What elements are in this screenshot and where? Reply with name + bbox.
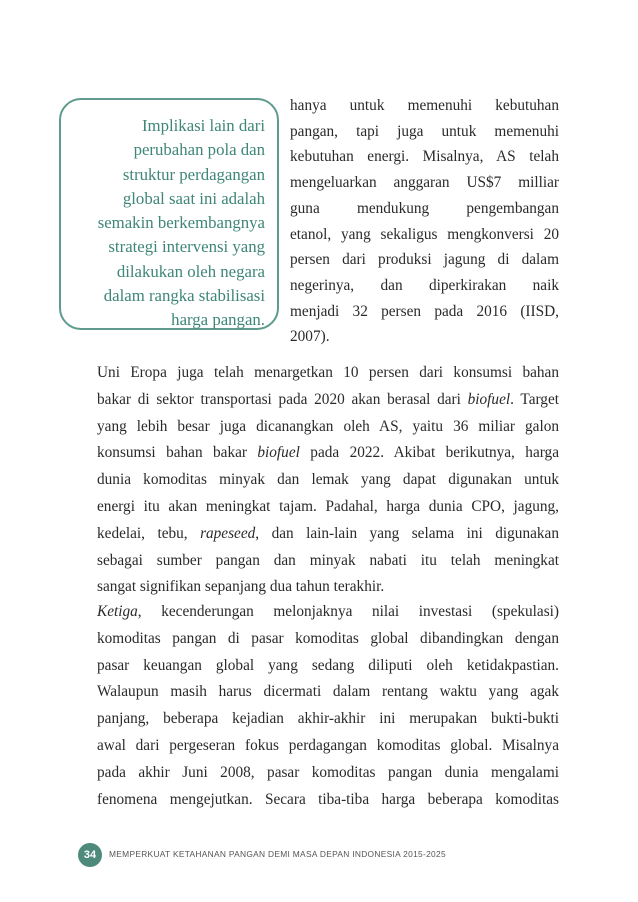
paragraph-eu-biofuel — [97, 360, 559, 601]
running-footer-title: MEMPERKUAT KETAHANAN PANGAN DEMI MASA DEPAN INDONESIA 2015-2025 — [109, 849, 446, 859]
text-line: negerinya, dan diperkirakan naik — [290, 276, 559, 294]
text-line: menjadi 32 persen pada 2016 (IISD, — [290, 302, 559, 320]
text-line: kedelai, tebu, rapeseed, dan lain-lain yang selama ini digunakan — [97, 524, 559, 542]
text-line: sebagai sumber pangan dan minyak nabati itu telah meningkat — [97, 551, 559, 569]
text-line: guna mendukung pengembangan — [290, 199, 559, 217]
text-line: kebutuhan energi. Misalnya, AS telah — [290, 148, 559, 166]
pull-quote-line: dilakukan oleh negara — [116, 261, 265, 281]
text-line: Walaupun masih harus dicermati dalam rentang waktu yang agak — [97, 683, 559, 701]
pull-quote-line: Implikasi lain dari — [141, 116, 265, 135]
text-line: bakar di sektor transportasi pada 2020 akan berasal dari biofuel. Target — [97, 390, 559, 408]
text-line: 2007). — [290, 328, 330, 346]
text-line: dunia komoditas minyak dan lemak yang dapat digunakan untuk — [97, 471, 559, 489]
page-number-badge: 34 — [78, 843, 102, 867]
text-line: pangan, tapi juga untuk memenuhi — [290, 122, 559, 140]
italic-term: Ketiga — [97, 603, 138, 620]
text-line: etanol, yang sekaligus mengkonversi 20 — [290, 225, 559, 243]
text-line: yang lebih besar juga dicanangkan oleh AS, yaitu 36 miliar galon — [97, 417, 559, 435]
paragraph-ketiga — [97, 599, 559, 813]
text-line: energi itu akan meningkat tajam. Padahal, harga dunia CPO, jagung, — [97, 497, 559, 515]
text-line: mengeluarkan anggaran US$7 milliar — [290, 174, 559, 192]
text-line: pada akhir Juni 2008, pasar komoditas pangan dunia mengalami — [97, 763, 559, 781]
text-line: hanya untuk memenuhi kebutuhan — [290, 97, 559, 114]
italic-term: rapeseed — [200, 524, 256, 542]
text-line: fenomena mengejutkan. Secara tiba-tiba harga beberapa komoditas — [97, 790, 559, 808]
text-line: konsumsi bahan bakar biofuel pada 2022. Akibat berikutnya, harga — [97, 444, 559, 462]
pull-quote-line: perubahan pola dan — [133, 140, 265, 160]
italic-term: biofuel — [257, 444, 300, 462]
page-footer — [78, 843, 518, 867]
italic-term: biofuel — [467, 390, 511, 408]
pull-quote-line: semakin berkembangnya — [97, 213, 265, 233]
text-line: panjang, beberapa kejadian akhir-akhir ini merupakan bukti-bukti — [97, 710, 559, 728]
text-line: Ketiga, kecenderungan melonjaknya nilai investasi (spekulasi) — [97, 603, 559, 620]
pull-quote-line: global saat ini adalah — [122, 188, 265, 208]
pull-quote-box — [59, 98, 279, 330]
right-column-paragraph — [290, 93, 559, 350]
text-line: awal dari pergeseran fokus perdagangan komoditas global. Misalnya — [97, 736, 559, 754]
text-line: pasar keuangan global yang sedang diliputi oleh ketidakpastian. — [97, 656, 559, 674]
pull-quote-line: dalam rangka stabilisasi — [103, 286, 265, 306]
text-line: komoditas pangan di pasar komoditas global dibandingkan dengan — [97, 629, 559, 647]
text-line: sangat signifikan sepanjang dua tahun terakhir. — [97, 578, 385, 596]
pull-quote-line: struktur perdagangan — [122, 164, 265, 184]
pull-quote-text — [65, 114, 265, 333]
text-line: persen dari produksi jagung di dalam — [290, 251, 559, 269]
pull-quote-line: harga pangan. — [171, 310, 265, 330]
pull-quote-line: strategi intervensi yang — [108, 237, 265, 257]
text-line: Uni Eropa juga telah menargetkan 10 persen dari konsumsi bahan — [97, 364, 559, 381]
